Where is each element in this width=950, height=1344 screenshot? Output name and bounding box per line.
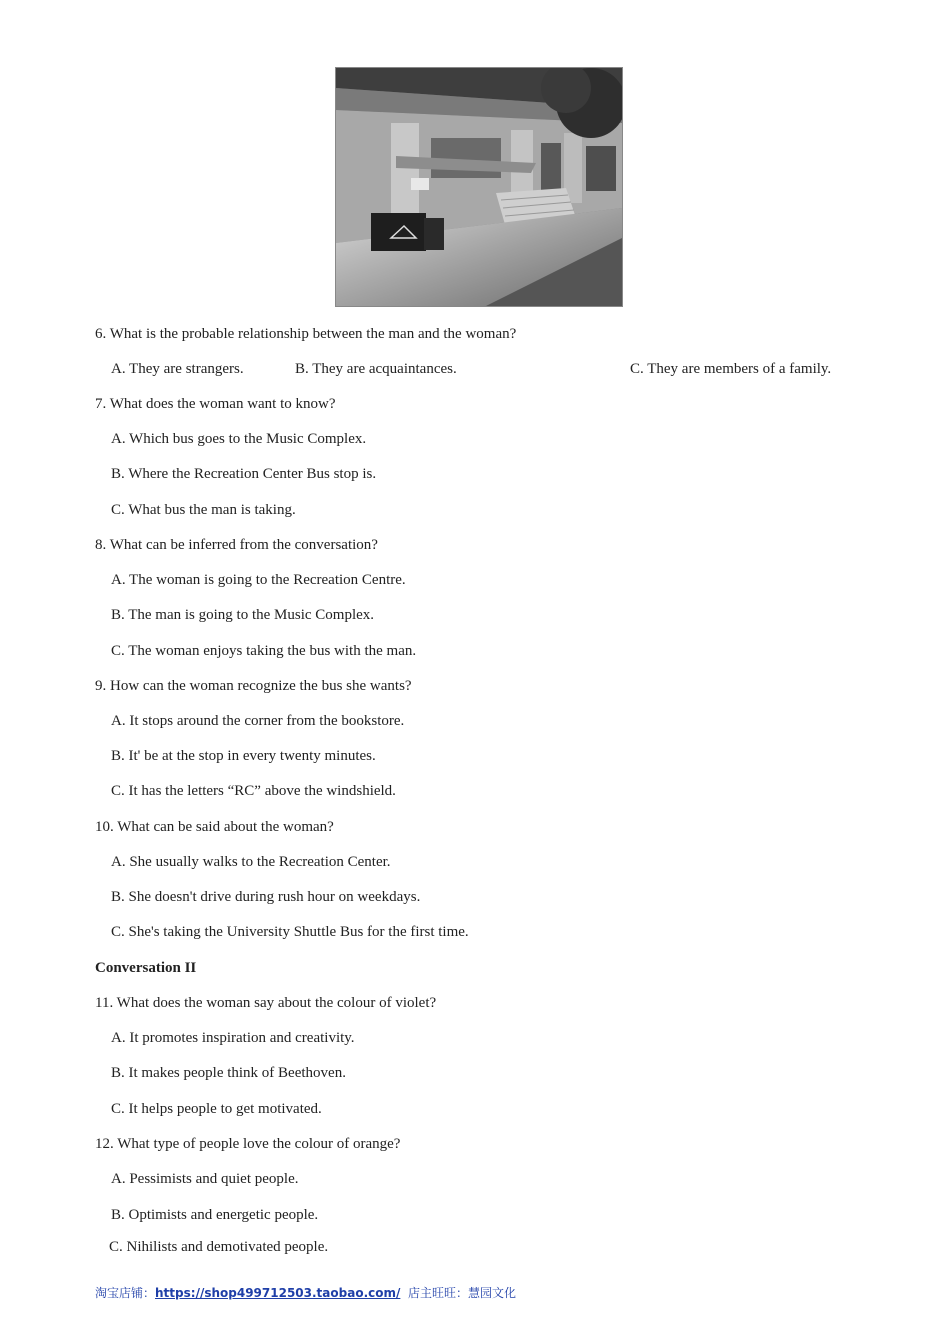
q11-option-c: C. It helps people to get motivated.	[111, 1101, 322, 1117]
question-8: 8. What can be inferred from the conversation?	[95, 537, 378, 553]
q12-option-b: B. Optimists and energetic people.	[111, 1207, 319, 1223]
q11-option-b: B. It makes people think of Beethoven.	[111, 1065, 346, 1081]
q11-option-a: A. It promotes inspiration and creativity.	[111, 1030, 355, 1046]
question-10: 10. What can be said about the woman?	[95, 819, 334, 835]
q8-option-a: A. The woman is going to the Recreation Centre.	[111, 572, 406, 588]
q6-option-a: A. They are strangers.	[111, 361, 244, 377]
q12-option-a: A. Pessimists and quiet people.	[111, 1171, 299, 1187]
owner-name: 慧园文化	[468, 1286, 517, 1300]
q10-option-b: B. She doesn't drive during rush hour on weekdays.	[111, 889, 421, 905]
q10-option-c: C. She's taking the University Shuttle Bus for the first time.	[111, 924, 469, 940]
question-6: 6. What is the probable relationship between the man and the woman?	[95, 326, 517, 342]
question-7: 7. What does the woman want to know?	[95, 396, 336, 412]
section-heading: Conversation II	[95, 960, 197, 976]
question-11: 11. What does the woman say about the colour of violet?	[95, 995, 437, 1011]
q8-option-c: C. The woman enjoys taking the bus with the man.	[111, 643, 417, 659]
q6-option-c: C. They are members of a family.	[630, 361, 832, 377]
q6-option-b: B. They are acquaintances.	[295, 361, 457, 377]
shop-link[interactable]: https://shop499712503.taobao.com/	[155, 1286, 401, 1300]
q9-option-a: A. It stops around the corner from the bookstore.	[111, 713, 405, 729]
q7-option-a: A. Which bus goes to the Music Complex.	[111, 431, 367, 447]
q8-option-b: B. The man is going to the Music Complex.	[111, 607, 375, 623]
question-12: 12. What type of people love the colour of orange?	[95, 1136, 401, 1152]
q7-option-b: B. Where the Recreation Center Bus stop is.	[111, 466, 377, 482]
q10-option-a: A. She usually walks to the Recreation Center.	[111, 854, 391, 870]
bus-stop-photo	[335, 67, 623, 307]
footer	[95, 1285, 516, 1301]
q9-option-c: C. It has the letters “RC” above the windshield.	[111, 783, 396, 799]
question-9: 9. How can the woman recognize the bus she wants?	[95, 678, 412, 694]
q9-option-b: B. It' be at the stop in every twenty minutes.	[111, 748, 376, 764]
shop-label: 淘宝店铺：	[95, 1286, 156, 1300]
owner-label: 店主旺旺：	[408, 1286, 469, 1300]
q12-option-c: C. Nihilists and demotivated people.	[109, 1239, 329, 1255]
q7-option-c: C. What bus the man is taking.	[111, 502, 296, 518]
